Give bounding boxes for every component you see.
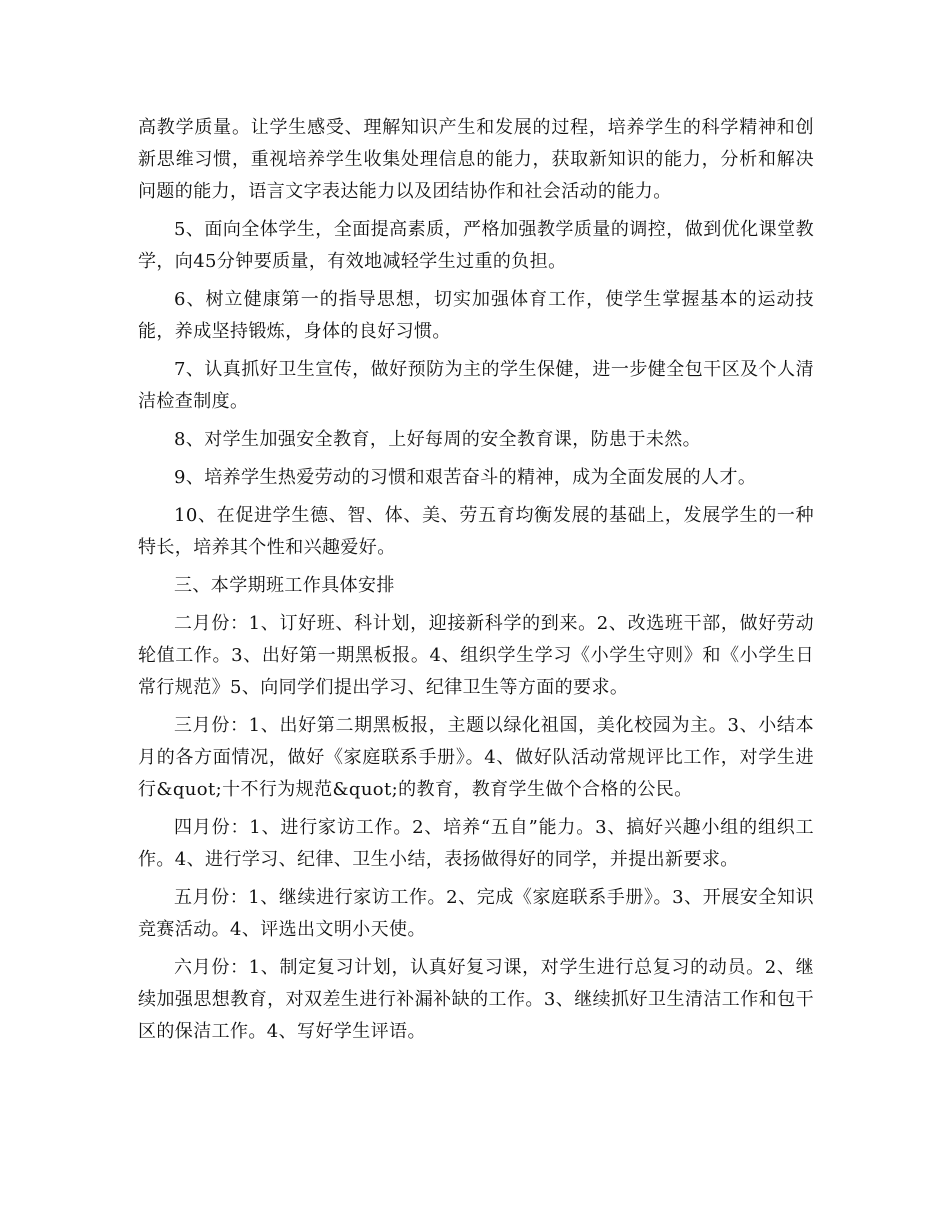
section-heading: 三、本学期班工作具体安排 [174, 575, 395, 596]
paragraph-february: 二月份：1、订好班、科计划，迎接新科学的到来。2、改选班干部，做好劳动轮值工作。3、出好第一期黑板报。4、组织学生学习《小学生守则》和《小学生日常行规范》5、向同学们提出学习、纪律卫生等方面的要求。 [138, 613, 814, 698]
paragraph-may: 五月份：1、继续进行家访工作。2、完成《家庭联系手册》。3、开展安全知识竞赛活动。4、评选出文明小天使。 [138, 887, 814, 940]
paragraph-continuation: 高教学质量。让学生感受、理解知识产生和发展的过程，培养学生的科学精神和创新思维习惯，重视培养学生收集处理信息的能力，获取新知识的能力，分析和解决问题的能力，语言文字表达能力以及团结协作和社会活动的能力。 [138, 117, 814, 202]
paragraph-item-7: 7、认真抓好卫生宣传，做好预防为主的学生保健，进一步健全包干区及个人清洁检查制度。 [138, 359, 814, 412]
paragraph-april: 四月份：1、进行家访工作。2、培养“五自”能力。3、搞好兴趣小组的组织工作。4、进行学习、纪律、卫生小结，表扬做得好的同学，并提出新要求。 [138, 817, 814, 870]
paragraph-item-5: 5、面向全体学生，全面提高素质，严格加强教学质量的调控，做到优化课堂教学，向45分钟要质量，有效地减轻学生过重的负担。 [138, 219, 814, 272]
paragraph-item-10: 10、在促进学生德、智、体、美、劳五育均衡发展的基础上，发展学生的一种特长，培养其个性和兴趣爱好。 [138, 505, 814, 558]
paragraph-item-8: 8、对学生加强安全教育，上好每周的安全教育课，防患于未然。 [174, 429, 702, 450]
paragraph-june: 六月份：1、制定复习计划，认真好复习课，对学生进行总复习的动员。2、继续加强思想教育，对双差生进行补漏补缺的工作。3、继续抓好卫生清洁工作和包干区的保洁工作。4、写好学生评语。 [138, 957, 814, 1042]
paragraph-march: 三月份：1、出好第二期黑板报，主题以绿化祖国，美化校园为主。3、小结本月的各方面情况，做好《家庭联系手册》。4、做好队活动常规评比工作，对学生进行&quot;十不行为规范&quot;的教育，教育学生做个合格的公民。 [138, 715, 814, 800]
document-body [138, 112, 814, 1054]
paragraph-item-6: 6、树立健康第一的指导思想，切实加强体育工作，使学生掌握基本的运动技能，养成坚持锻炼，身体的良好习惯。 [138, 289, 814, 342]
paragraph-item-9: 9、培养学生热爱劳动的习惯和艰苦奋斗的精神，成为全面发展的人才。 [174, 467, 757, 488]
